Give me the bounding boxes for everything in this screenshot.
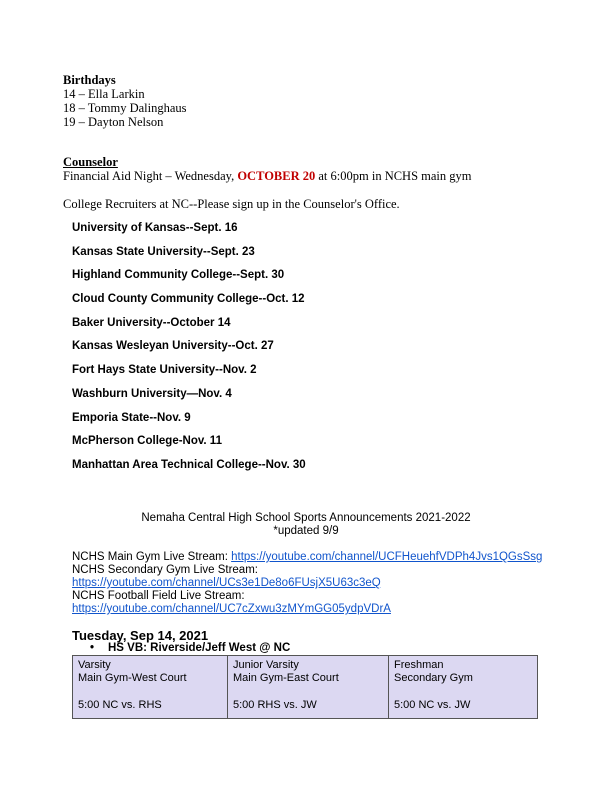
event-date: OCTOBER 20 [237,169,316,183]
schedule-table [72,655,538,719]
birthday-item: 14 – Ella Larkin [63,87,145,101]
birthday-item: 19 – Dayton Nelson [63,115,164,129]
location: Secondary Gym [394,672,473,684]
college-item: University of Kansas--Sept. 16 [72,222,238,234]
college-item: McPherson College-Nov. 11 [72,435,222,448]
stream-link[interactable]: https://youtube.com/channel/UC7cZxwu3zMYmGG05ydpVDrA [72,603,391,615]
counselor-heading: Counselor [63,155,118,169]
live-streams [72,551,542,616]
counselor-section [63,155,472,211]
event-prefix: Financial Aid Night – Wednesday, [63,169,238,183]
event-date-heading: Tuesday, Sep 14, 2021 [72,628,209,643]
game-title: HS VB: Riverside/Jeff West @ NC [108,642,291,654]
college-item: Baker University--October 14 [72,316,231,329]
sports-heading [0,512,612,538]
college-item: Manhattan Area Technical College--Nov. 30 [72,458,306,471]
level: Freshman [394,659,444,671]
stream-link[interactable]: https://youtube.com/channel/UCFHeuehfVDPh4Jvs1QGsSsg [231,551,543,563]
stream-link[interactable]: https://youtube.com/channel/UCs3e1De8o6FUsjX5U63c3eQ [72,577,381,589]
college-item: Kansas Wesleyan University--Oct. 27 [72,340,274,353]
level: Junior Varsity [233,659,299,671]
schedule-cell [228,656,389,719]
game-bullet [90,642,290,654]
stream-main-gym [72,551,542,564]
location: Main Gym-West Court [78,672,187,684]
financial-aid-line [63,169,472,183]
schedule-cell [73,656,228,719]
recruiters-note: College Recruiters at NC--Please sign up in the Counselor's Office. [63,197,400,211]
stream-label: NCHS Main Gym Live Stream: [72,551,232,563]
bullet-icon: • [90,642,95,654]
level: Varsity [78,659,111,671]
college-item: Kansas State University--Sept. 23 [72,245,255,258]
schedule-cell [389,656,538,719]
event-suffix: at 6:00pm in NCHS main gym [315,169,472,183]
college-recruiter-list [72,221,472,482]
college-item: Fort Hays State University--Nov. 2 [72,364,257,377]
birthday-item: 18 – Tommy Dalinghaus [63,101,187,115]
college-item: Emporia State--Nov. 9 [72,411,191,424]
game-time: 5:00 RHS vs. JW [233,699,317,711]
college-item: Washburn University—Nov. 4 [72,387,232,400]
college-item: Highland Community College--Sept. 30 [72,269,285,282]
college-item: Cloud County Community College--Oct. 12 [72,293,305,306]
stream-label: NCHS Secondary Gym Live Stream: [72,564,258,576]
sports-title: Nemaha Central High School Sports Announcements 2021-2022 [141,512,471,524]
birthdays-heading: Birthdays [63,73,116,87]
birthdays-section [63,73,187,129]
game-time: 5:00 NC vs. JW [394,699,471,711]
table-row [73,656,538,719]
stream-label: NCHS Football Field Live Stream: [72,590,245,602]
location: Main Gym-East Court [233,672,339,684]
updated-note: *updated 9/9 [273,525,339,537]
game-time: 5:00 NC vs. RHS [78,699,162,711]
